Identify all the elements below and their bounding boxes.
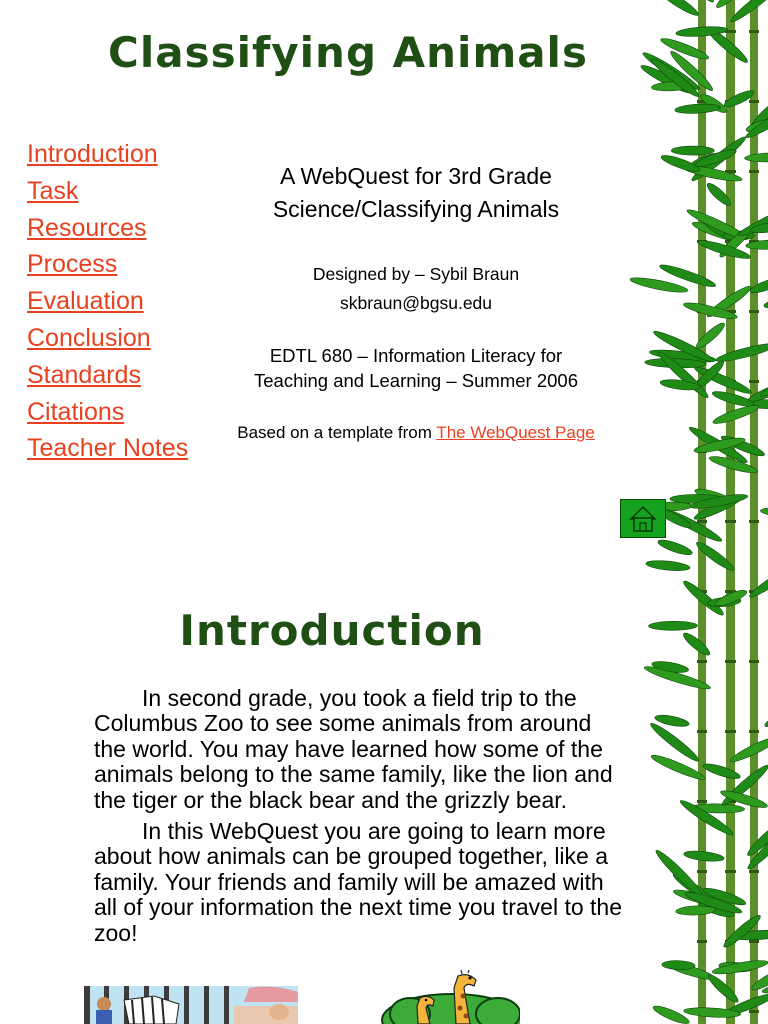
section-nav bbox=[27, 139, 188, 470]
webquest-page-link[interactable]: The WebQuest Page bbox=[436, 423, 595, 442]
introduction-heading: Introduction bbox=[179, 606, 485, 655]
nav-link-process[interactable]: Process bbox=[27, 250, 118, 279]
nav-link-teacher-notes[interactable]: Teacher Notes bbox=[27, 434, 189, 463]
introduction-paragraph: In this WebQuest you are going to learn more about how animals can be grouped together, like a family. Your friends and family will be amazed with all of your information the next time you travel to the zoo! bbox=[94, 818, 622, 946]
author-info bbox=[200, 260, 632, 318]
nav-link-evaluation[interactable]: Evaluation bbox=[27, 287, 144, 316]
nav-link-standards[interactable]: Standards bbox=[27, 360, 141, 389]
nav-link-citations[interactable]: Citations bbox=[27, 397, 125, 426]
author-email: skbraun@bgsu.edu bbox=[339, 293, 493, 313]
introduction-paragraph: In second grade, you took a field trip to the Columbus Zoo to see some animals from around the world. You may have learned how some of the animals belong to the same family, like the lion and the tiger or the black bear and the grizzly bear. bbox=[94, 685, 613, 813]
webquest-subtitle bbox=[200, 160, 632, 226]
nav-link-conclusion[interactable]: Conclusion bbox=[27, 323, 151, 352]
zoo-clipart-image bbox=[84, 986, 298, 1024]
giraffe-clipart-image bbox=[380, 970, 520, 1024]
subtitle-line-2: Science/Classifying Animals bbox=[272, 196, 560, 222]
course-info bbox=[200, 343, 632, 393]
course-line-2: Teaching and Learning – Summer 2006 bbox=[254, 370, 578, 391]
designed-by: Designed by – Sybil Braun bbox=[312, 264, 520, 284]
template-credit bbox=[200, 423, 632, 443]
template-credit-text: Based on a template from bbox=[237, 423, 437, 442]
page-title: Classifying Animals bbox=[108, 28, 588, 77]
introduction-body bbox=[94, 686, 624, 952]
nav-link-resources[interactable]: Resources bbox=[27, 213, 147, 242]
home-icon bbox=[621, 500, 665, 537]
home-button[interactable] bbox=[620, 499, 666, 538]
nav-link-introduction[interactable]: Introduction bbox=[27, 140, 158, 168]
subtitle-line-1: A WebQuest for 3rd Grade bbox=[280, 163, 552, 189]
course-line-1: EDTL 680 – Information Literacy for bbox=[269, 345, 563, 366]
nav-link-task[interactable]: Task bbox=[27, 176, 79, 205]
